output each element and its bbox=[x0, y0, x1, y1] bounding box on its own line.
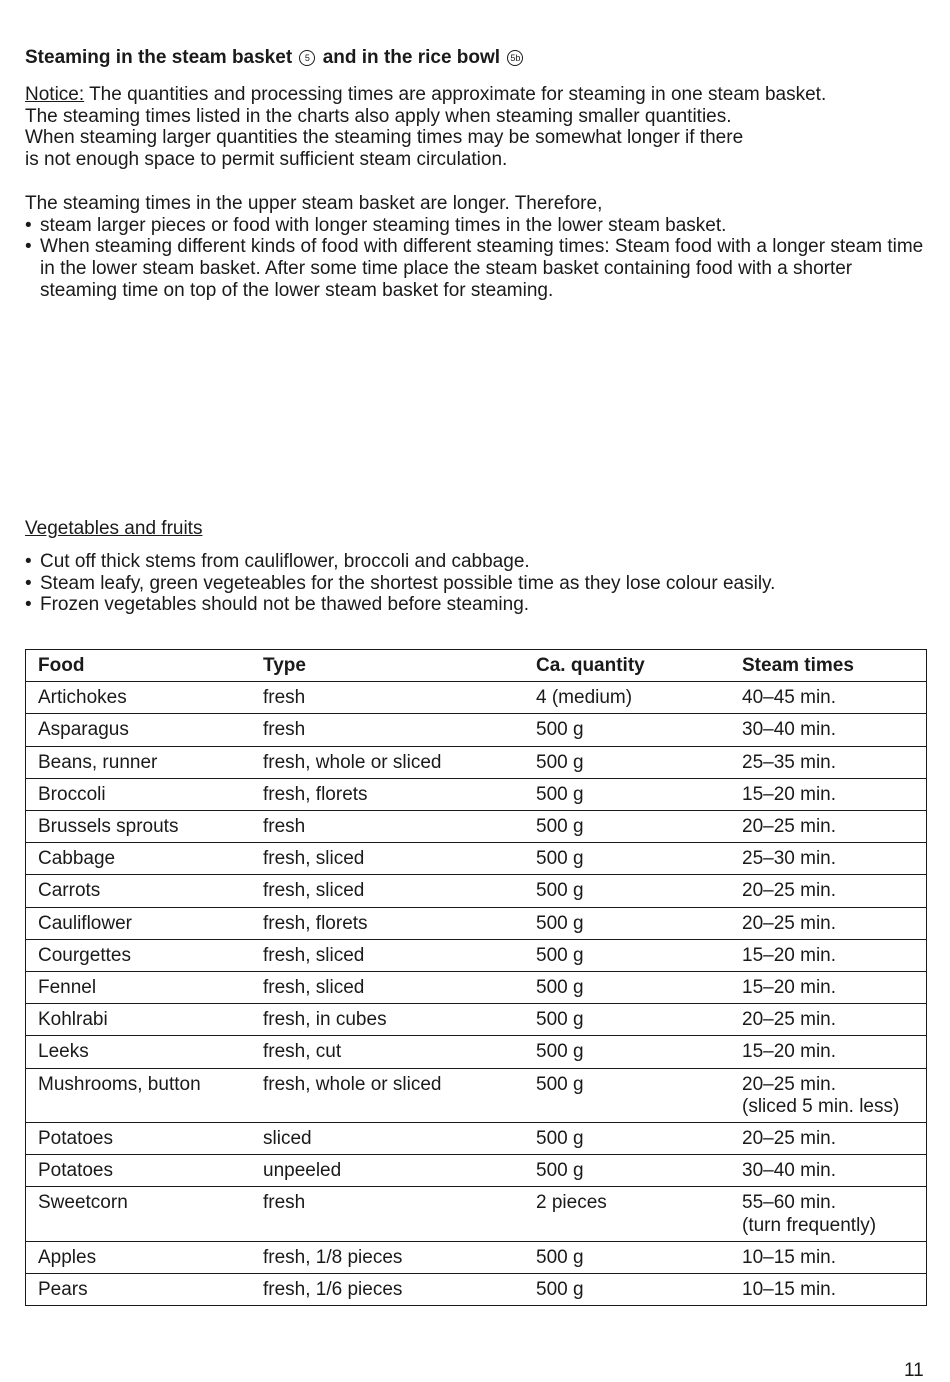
cell-type: fresh bbox=[263, 1187, 536, 1241]
cell-steam-time: 15–20 min. bbox=[742, 1036, 927, 1068]
table-row bbox=[26, 778, 927, 810]
table-row bbox=[26, 1036, 927, 1068]
cell-steam-time: 30–40 min. bbox=[742, 714, 927, 746]
cell-quantity: 500 g bbox=[536, 1036, 742, 1068]
notice-line-1: The quantities and processing times are approximate for steaming in one steam basket. bbox=[84, 84, 827, 105]
cell-steam-time: 10–15 min. bbox=[742, 1241, 927, 1273]
cell-type: unpeeled bbox=[263, 1155, 536, 1187]
cell-quantity: 500 g bbox=[536, 778, 742, 810]
cell-food: Artichokes bbox=[26, 682, 264, 714]
cell-quantity: 500 g bbox=[536, 843, 742, 875]
header-type: Type bbox=[263, 650, 536, 682]
table-row bbox=[26, 1274, 927, 1306]
section-heading bbox=[25, 46, 525, 70]
notice-paragraph bbox=[25, 84, 925, 171]
table-row bbox=[26, 1155, 927, 1187]
cell-type: fresh, whole or sliced bbox=[263, 1068, 536, 1122]
cell-quantity: 500 g bbox=[536, 811, 742, 843]
cell-quantity: 500 g bbox=[536, 907, 742, 939]
cell-steam-time: 25–35 min. bbox=[742, 746, 927, 778]
heading-text-1: Steaming in the steam basket bbox=[25, 47, 293, 68]
cell-type: fresh, sliced bbox=[263, 875, 536, 907]
cell-steam-time: 55–60 min. (turn frequently) bbox=[742, 1187, 927, 1241]
cell-steam-time: 40–45 min. bbox=[742, 682, 927, 714]
table-row bbox=[26, 1123, 927, 1155]
veg-bullet-2: • Steam leafy, green vegeteables for the shortest possible time as they lose colour easily. bbox=[25, 573, 925, 595]
cell-food: Apples bbox=[26, 1241, 264, 1273]
table-row bbox=[26, 1241, 927, 1273]
cell-quantity: 500 g bbox=[536, 1241, 742, 1273]
table-row bbox=[26, 1004, 927, 1036]
cell-quantity: 500 g bbox=[536, 972, 742, 1004]
cell-quantity: 500 g bbox=[536, 1155, 742, 1187]
cell-type: fresh bbox=[263, 682, 536, 714]
page-number: 11 bbox=[904, 1360, 924, 1381]
veg-bullet-1: • Cut off thick stems from cauliflower, broccoli and cabbage. bbox=[25, 551, 925, 573]
cell-food: Mushrooms, button bbox=[26, 1068, 264, 1122]
cell-type: fresh, florets bbox=[263, 907, 536, 939]
cell-type: fresh, sliced bbox=[263, 939, 536, 971]
notice-label: Notice: bbox=[25, 84, 85, 105]
cell-quantity: 500 g bbox=[536, 1123, 742, 1155]
header-food: Food bbox=[26, 650, 264, 682]
vegetables-bullets bbox=[25, 551, 925, 616]
cell-type: fresh bbox=[263, 811, 536, 843]
table-body bbox=[26, 682, 927, 1306]
table-row bbox=[26, 1068, 927, 1122]
cell-steam-time: 15–20 min. bbox=[742, 972, 927, 1004]
circled-number-5b-icon: 5b bbox=[507, 50, 523, 66]
steaming-times-table bbox=[25, 649, 927, 1306]
notice-line-2: The steaming times listed in the charts also apply when steaming smaller quantities. bbox=[25, 105, 732, 127]
cell-type: fresh, cut bbox=[263, 1036, 536, 1068]
cell-quantity: 2 pieces bbox=[536, 1187, 742, 1241]
header-quantity: Ca. quantity bbox=[536, 650, 742, 682]
heading-text-2: and in the rice bowl bbox=[322, 47, 501, 68]
upper-basket-bullets bbox=[25, 215, 925, 302]
cell-quantity: 500 g bbox=[536, 875, 742, 907]
cell-steam-time: 20–25 min. bbox=[742, 907, 927, 939]
cell-type: fresh, 1/6 pieces bbox=[263, 1274, 536, 1306]
notice-line-3: When steaming larger quantities the steaming times may be somewhat longer if there bbox=[25, 127, 744, 149]
cell-type: fresh, whole or sliced bbox=[263, 746, 536, 778]
cell-food: Cauliflower bbox=[26, 907, 264, 939]
cell-quantity: 500 g bbox=[536, 714, 742, 746]
cell-food: Kohlrabi bbox=[26, 1004, 264, 1036]
vegetables-subheading: Vegetables and fruits bbox=[25, 518, 203, 539]
cell-steam-time: 20–25 min. bbox=[742, 875, 927, 907]
cell-quantity: 500 g bbox=[536, 1274, 742, 1306]
table-header-row bbox=[26, 650, 927, 682]
cell-food: Courgettes bbox=[26, 939, 264, 971]
cell-food: Cabbage bbox=[26, 843, 264, 875]
cell-quantity: 500 g bbox=[536, 1068, 742, 1122]
cell-type: fresh, florets bbox=[263, 778, 536, 810]
cell-quantity: 500 g bbox=[536, 939, 742, 971]
table-row bbox=[26, 843, 927, 875]
table-row bbox=[26, 875, 927, 907]
table-row bbox=[26, 1187, 927, 1241]
table-row bbox=[26, 746, 927, 778]
table-row bbox=[26, 811, 927, 843]
circled-number-5-icon: 5 bbox=[299, 50, 315, 66]
cell-steam-time: 20–25 min. (sliced 5 min. less) bbox=[742, 1068, 927, 1122]
notice-line-4: is not enough space to permit sufficient steam circulation. bbox=[25, 149, 508, 171]
cell-steam-time: 20–25 min. bbox=[742, 1004, 927, 1036]
cell-steam-time: 10–15 min. bbox=[742, 1274, 927, 1306]
cell-type: fresh, sliced bbox=[263, 843, 536, 875]
cell-food: Fennel bbox=[26, 972, 264, 1004]
cell-food: Sweetcorn bbox=[26, 1187, 264, 1241]
table-row bbox=[26, 939, 927, 971]
cell-type: sliced bbox=[263, 1123, 536, 1155]
header-steam-times: Steam times bbox=[742, 650, 927, 682]
cell-quantity: 4 (medium) bbox=[536, 682, 742, 714]
cell-food: Beans, runner bbox=[26, 746, 264, 778]
cell-food: Pears bbox=[26, 1274, 264, 1306]
cell-steam-time: 20–25 min. bbox=[742, 1123, 927, 1155]
table-row bbox=[26, 714, 927, 746]
veg-bullet-3: • Frozen vegetables should not be thawed before steaming. bbox=[25, 594, 925, 616]
cell-type: fresh bbox=[263, 714, 536, 746]
cell-food: Leeks bbox=[26, 1036, 264, 1068]
cell-steam-time: 25–30 min. bbox=[742, 843, 927, 875]
cell-food: Potatoes bbox=[26, 1123, 264, 1155]
cell-quantity: 500 g bbox=[536, 1004, 742, 1036]
cell-steam-time: 30–40 min. bbox=[742, 1155, 927, 1187]
cell-food: Potatoes bbox=[26, 1155, 264, 1187]
cell-steam-time: 20–25 min. bbox=[742, 811, 927, 843]
cell-type: fresh, 1/8 pieces bbox=[263, 1241, 536, 1273]
table-row bbox=[26, 907, 927, 939]
cell-type: fresh, sliced bbox=[263, 972, 536, 1004]
cell-type: fresh, in cubes bbox=[263, 1004, 536, 1036]
cell-food: Asparagus bbox=[26, 714, 264, 746]
cell-food: Carrots bbox=[26, 875, 264, 907]
upper-bullet-2: • When steaming different kinds of food with different steaming times: Steam food with a longer steam time in the lower steam basket. After some time place the steam basket containing food with a shorter steaming time on top of the lower steam basket for steaming. bbox=[25, 236, 925, 301]
cell-quantity: 500 g bbox=[536, 746, 742, 778]
upper-bullet-1: • steam larger pieces or food with longer steaming times in the lower steam basket. bbox=[25, 215, 925, 237]
table-row bbox=[26, 682, 927, 714]
cell-food: Broccoli bbox=[26, 778, 264, 810]
cell-steam-time: 15–20 min. bbox=[742, 939, 927, 971]
cell-steam-time: 15–20 min. bbox=[742, 778, 927, 810]
upper-basket-intro: The steaming times in the upper steam basket are longer. Therefore, bbox=[25, 193, 603, 214]
cell-food: Brussels sprouts bbox=[26, 811, 264, 843]
table-row bbox=[26, 972, 927, 1004]
